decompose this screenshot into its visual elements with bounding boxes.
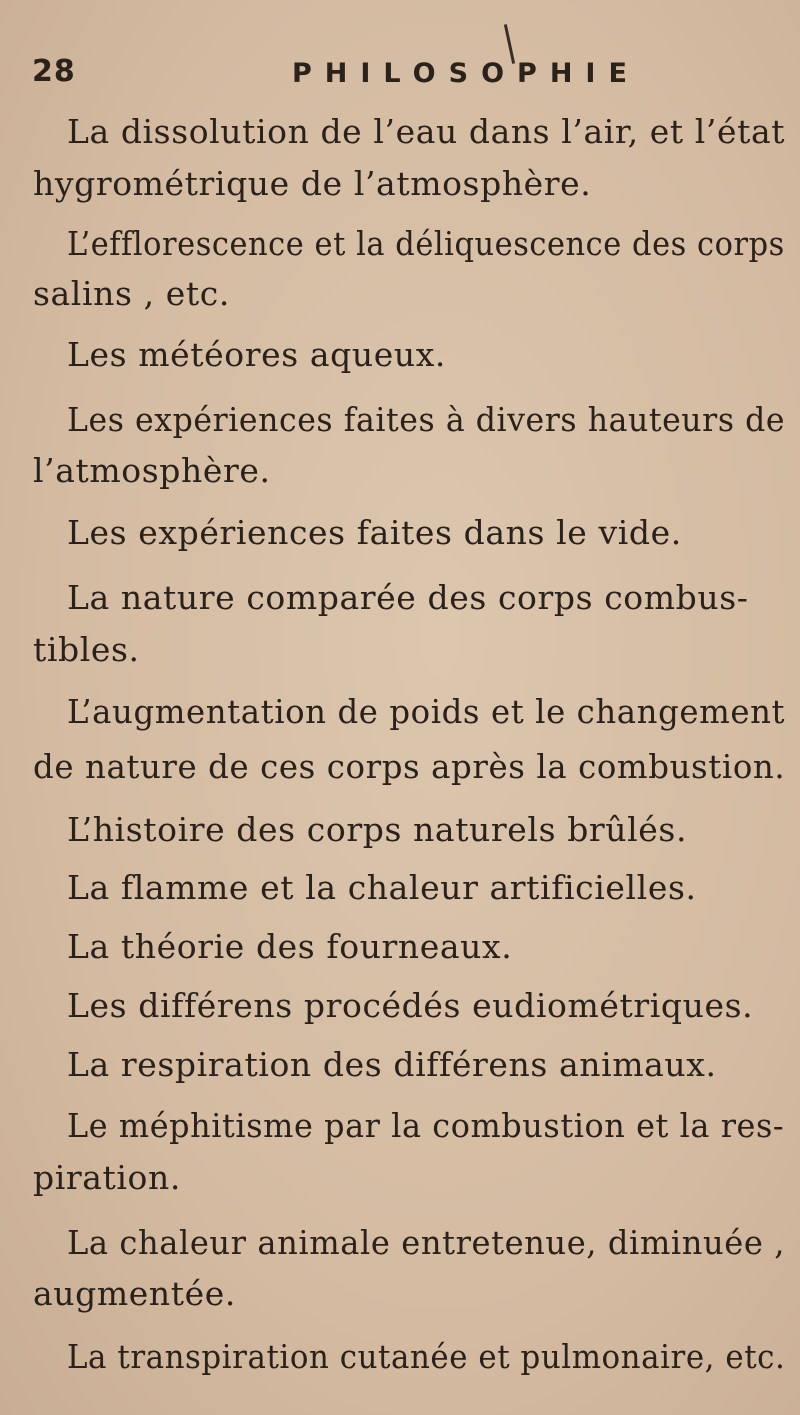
text-line: tibles. [33, 630, 140, 669]
text-line: La respiration des différens animaux. [67, 1045, 717, 1084]
text-line: Les expériences faites dans le vide. [67, 513, 682, 552]
page-header [0, 50, 800, 100]
text-line: La chaleur animale entretenue, diminuée , [67, 1223, 786, 1262]
running-title: PHILOSOPHIE [292, 58, 640, 89]
text-line: Les expériences faites à divers hauteurs de [67, 400, 786, 439]
text-line: l’atmosphère. [33, 451, 271, 490]
text-line: La flamme et la chaleur artificielles. [67, 868, 697, 907]
text-line: L’augmentation de poids et le changement [67, 692, 786, 731]
text-line: Les différens procédés eudiométriques. [67, 986, 754, 1025]
text-line: hygrométrique de l’atmosphère. [33, 164, 592, 203]
text-line: augmentée. [33, 1274, 236, 1313]
text-line: salins , etc. [33, 274, 230, 313]
text-line: piration. [33, 1158, 181, 1197]
text-line: La nature comparée des corps combus- [67, 578, 749, 617]
page-number: 28 [32, 54, 76, 89]
text-line: La dissolution de l’eau dans l’air, et l’état [67, 112, 786, 151]
text-line: Le méphitisme par la combustion et la res- [67, 1106, 785, 1145]
text-line: de nature de ces corps après la combustion. [33, 747, 786, 786]
text-line: L’histoire des corps naturels brûlés. [67, 810, 688, 849]
text-line: L’efflorescence et la déliquescence des corps [67, 224, 785, 263]
text-line: La transpiration cutanée et pulmonaire, etc. [67, 1337, 786, 1376]
text-line: Les météores aqueux. [67, 335, 447, 374]
text-line: La théorie des fourneaux. [67, 927, 513, 966]
